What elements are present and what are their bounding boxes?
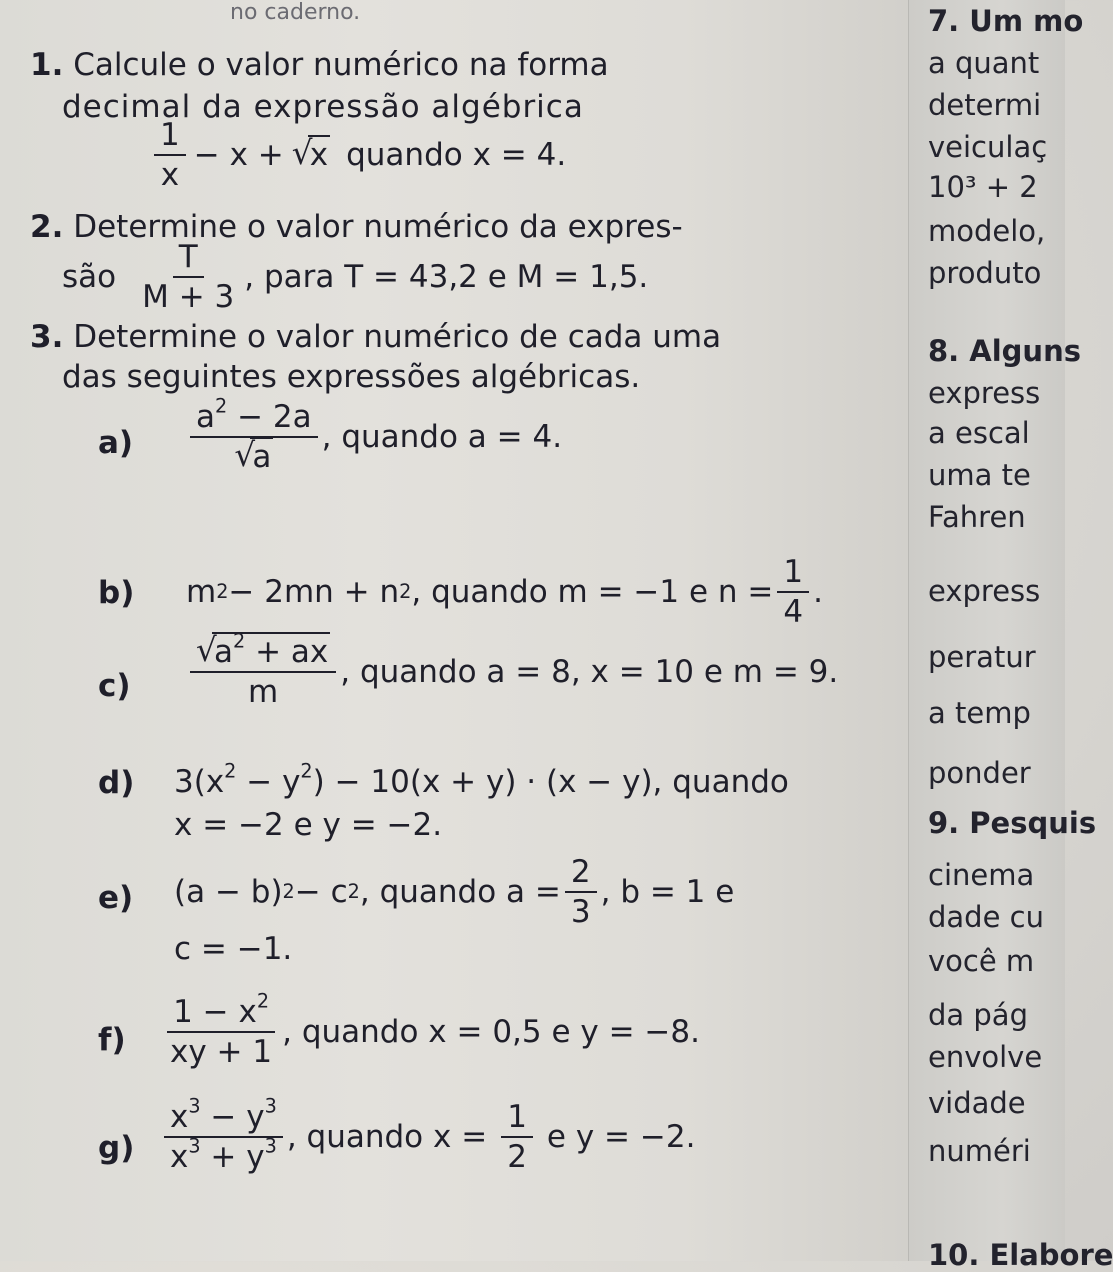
denominator: M + 3	[142, 279, 235, 316]
item-a-label: a)	[98, 425, 134, 461]
item-g-label: g)	[98, 1130, 135, 1166]
prefix-text: são	[62, 259, 117, 296]
denominator	[228, 438, 279, 474]
side-line: 7. Um mo	[928, 4, 1084, 38]
item-b: m 2 − 2mn + n 2 , quando m = −1 e n = $\frac{1}{4}$ .	[186, 554, 823, 631]
item-a	[186, 394, 563, 476]
square-root: √ $a^2$ + ax	[196, 635, 330, 669]
side-line: Fahren	[928, 500, 1026, 534]
item-f-label: f)	[98, 1022, 126, 1058]
side-line: a temp	[928, 696, 1031, 730]
question-1	[30, 48, 609, 82]
square-root	[292, 138, 330, 172]
question-2	[30, 210, 683, 244]
condition: , quando a = 4.	[321, 419, 563, 456]
side-line: express	[928, 376, 1041, 410]
side-line: modelo,	[928, 214, 1046, 248]
side-line: produto	[928, 256, 1042, 290]
side-line: numéri	[928, 1134, 1031, 1168]
question-text: Determine o valor numérico de cada uma	[73, 319, 722, 355]
numerator: 1	[154, 118, 186, 156]
numerator: T	[173, 240, 204, 278]
item-c	[186, 629, 839, 711]
side-line: 9. Pesquis	[928, 806, 1097, 840]
side-line: envolve	[928, 1040, 1043, 1074]
question-1-line2: decimal da expressão algébrica	[62, 89, 584, 125]
numerator	[190, 629, 336, 673]
numerator: $x^3 - y^3$	[164, 1100, 283, 1138]
item-d-label: d)	[98, 765, 135, 801]
question-2-expression	[62, 240, 648, 314]
condition: quando x = 4.	[346, 137, 567, 174]
numerator: $1 - x^2$	[167, 995, 275, 1033]
fraction	[164, 989, 278, 1071]
denominator: xy + 1	[170, 1034, 273, 1071]
header-fragment-text: no caderno.	[230, 0, 361, 25]
item-c-label: c)	[98, 668, 131, 704]
square-root: √ a	[234, 440, 273, 474]
question-number: 1.	[30, 47, 64, 83]
item-e-line2: c = −1.	[174, 931, 293, 967]
question-1-expression	[150, 118, 566, 192]
side-line: 10. Elabore	[928, 1238, 1113, 1272]
fraction	[154, 118, 186, 192]
condition: , quando x = 0,5 e y = −8.	[282, 1014, 700, 1051]
fraction	[190, 394, 318, 476]
side-line: da pág	[928, 998, 1028, 1032]
side-line: 10³ + 2	[928, 170, 1038, 204]
item-e-label: e)	[98, 880, 134, 916]
side-line: veiculaç	[928, 130, 1048, 164]
condition: , quando a = 8, x = 10 e m = 9.	[340, 654, 839, 691]
side-line: cinema	[928, 858, 1035, 892]
side-line: 8. Alguns	[928, 334, 1081, 368]
item-b-label: b)	[98, 575, 135, 611]
question-3	[30, 320, 721, 354]
fraction: $\frac{2}{3}$	[565, 855, 597, 929]
side-line: a escal	[928, 416, 1030, 450]
numerator: $a^2 - 2a$	[190, 400, 318, 438]
question-text: Determine o valor numérico da expres-	[73, 209, 683, 245]
question-number: 3.	[30, 319, 64, 355]
side-line: dade cu	[928, 900, 1044, 934]
fraction	[136, 240, 240, 314]
item-g: $\frac{x^3 - y^3}{x^3 + y^3}$ , quando x = $\frac{1}{2}$ e y = −2.	[160, 1100, 695, 1174]
item-d-line2: x = −2 e y = −2.	[174, 807, 443, 843]
side-line: peratur	[928, 640, 1036, 674]
denominator: x	[160, 157, 180, 194]
fraction	[164, 1094, 283, 1176]
question-text: Calcule o valor numérico na forma	[73, 47, 609, 83]
question-3-line2: das seguintes expressões algébricas.	[62, 359, 641, 395]
radicand: x	[309, 137, 329, 174]
side-line: vidade	[928, 1086, 1026, 1120]
item-f	[160, 989, 700, 1071]
side-line: express	[928, 574, 1041, 608]
item-d: $3(x^2 - y^2) - 10(x + y) \cdot (x - y)$, quando	[174, 759, 789, 800]
condition: , para T = 43,2 e M = 1,5.	[244, 259, 649, 296]
fraction	[190, 629, 336, 711]
denominator: m	[248, 674, 279, 711]
fraction: $\frac{1}{2}$	[501, 1100, 533, 1174]
side-line: determi	[928, 88, 1042, 122]
side-line: você m	[928, 944, 1035, 978]
fraction: $\frac{1}{4}$	[777, 555, 809, 629]
question-number: 2.	[30, 209, 64, 245]
expression-tail: − x +	[193, 137, 284, 174]
item-e: (a − b) 2 − c 2 , quando a = $\frac{2}{3}$ , b = 1 e	[174, 854, 735, 931]
denominator: $x^3 + y^3$	[170, 1134, 277, 1176]
header-fragment	[230, 0, 750, 25]
side-line: uma te	[928, 458, 1031, 492]
side-line: a quant	[928, 46, 1040, 80]
side-line: ponder	[928, 756, 1031, 790]
